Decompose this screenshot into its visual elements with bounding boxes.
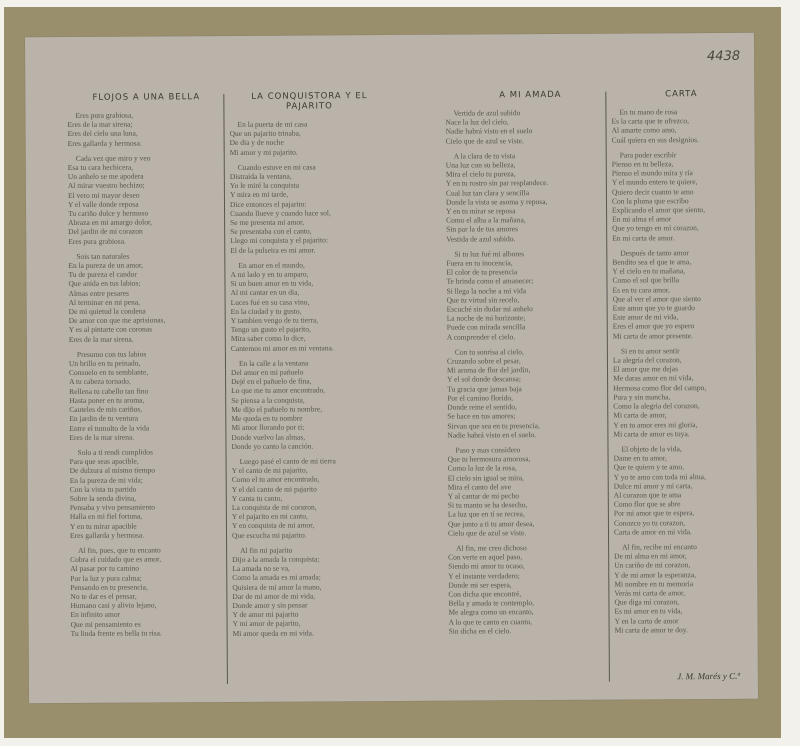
verse-line: Al mirar vuestro hechizo; <box>67 180 145 191</box>
verse-line: Como flor que se abre <box>613 499 681 509</box>
stanza <box>230 260 391 353</box>
verse-line: Dejé en el pañuelo de fina, <box>231 376 312 387</box>
poem-column-1 <box>67 92 229 693</box>
verse-line: Nadie habrá visto en el suelo. <box>447 429 537 440</box>
verse-line: Tu linda frente es bella tu risa. <box>70 628 162 638</box>
stanza <box>68 153 227 246</box>
verse-line: Y el valle donde reposa <box>67 199 139 209</box>
poem-title: CARTA <box>665 89 698 100</box>
verse-line: Verás mi carta de amor, <box>614 588 686 598</box>
verse-line: Y yo te amo con toda mi alma, <box>613 471 706 482</box>
stanza <box>67 110 225 148</box>
verse-line: Y en la carta de amor <box>614 615 679 626</box>
poem-title: A MI AMADA <box>499 89 562 101</box>
verse-line: Fuera en tu inocencia, <box>446 258 513 268</box>
verse-line: Cada vez que miro y veo <box>75 153 151 163</box>
verse-line: Que anida en tus labios; <box>68 278 141 289</box>
verse-line: Y en tu mirar apacible <box>69 521 137 531</box>
verse-line: Mi carta de amor es tuya. <box>613 428 690 439</box>
verse-line: Por la luz y pura calma; <box>70 573 142 583</box>
verse-line: Yo le miré la conquista <box>229 180 300 191</box>
verse-line: Que diga mi corazon, <box>614 597 680 607</box>
verse-line: Lo que me tu amor encontrado, <box>231 385 326 396</box>
verse-line: Esa tu cara hechicera, <box>67 162 134 172</box>
verse-line: A lo que te canto en cuanto, <box>448 616 533 627</box>
verse-line: El de la pulseira es mi amor. <box>230 245 316 255</box>
verse-line: Bella y amada te contemplo, <box>448 598 535 608</box>
verse-line: Con tu sonrisa al cielo, <box>454 347 524 357</box>
verse-line: Cuando llueve y cuando hace sol, <box>230 208 331 218</box>
printer-signature: J. M. Marés y C.ª <box>677 670 740 682</box>
verse-line: Como la amada es mi amada; <box>232 572 321 583</box>
verse-line: Cuál quiera en sus designios. <box>611 134 699 145</box>
verse-line: Humano casi y alivio lejano, <box>70 600 157 611</box>
verse-line: En la pureza de un amor, <box>68 260 144 271</box>
verse-line: Sirvan que sea en tu presencia, <box>447 420 540 431</box>
stanza <box>613 346 754 439</box>
verse-line: Tu cariño dulce y hermoso <box>68 208 149 219</box>
verse-line: Al terminar en mi pena, <box>68 297 141 307</box>
verse-line: Presumo con tus labios <box>76 349 147 359</box>
verse-line: La alegría del corazon, <box>612 355 682 365</box>
verse-line: El cielo sin igual se mira, <box>447 472 524 483</box>
verse-line: Paso y mas considero <box>455 445 521 455</box>
verse-line: Si tu luz fué mi albores <box>454 249 525 259</box>
verse-line: Pura y sin mancha, <box>613 392 671 402</box>
verse-line: Nadie habrá visto en el suelo <box>445 126 533 137</box>
verse-line: Entre el tumulto de la vida <box>69 422 150 433</box>
verse-line: Y el sol donde descansa; <box>447 374 521 385</box>
verse-line: Me dijo el pañuelo tu nombre, <box>231 404 323 414</box>
verse-line: Mi amor llorando por ti; <box>231 422 305 433</box>
verse-line: Con la vista tu partido <box>69 484 137 494</box>
verse-line: La conquista de mi corazon, <box>231 502 317 512</box>
verse-line: Un brillo en tu peinado, <box>68 358 141 369</box>
stanza <box>232 545 393 638</box>
verse-line: Halla en mi fiel fortuna, <box>69 511 143 522</box>
verse-line: Al fin mi pajarito <box>240 545 293 555</box>
verse-line: Que tu virtud sin recelo, <box>446 295 520 305</box>
printed-sheet <box>25 33 758 703</box>
verse-line: Luces fué en su casa vino, <box>230 297 310 307</box>
verse-line: Luego pasé el canto de mi tierra <box>239 456 336 466</box>
verse-line: Mi carta de amor presente. <box>612 330 694 341</box>
verse-line: Te brinda como el amanecer; <box>446 276 534 287</box>
stanza <box>229 119 389 157</box>
verse-line: Eres de la mar sirena. <box>68 334 134 344</box>
verse-line: Rellena tu cabello tan fino <box>69 386 149 396</box>
poem-title: LA CONQUISTORA Y EL PAJARITO <box>251 91 368 112</box>
stanza <box>230 162 391 255</box>
verse-line: Al fin, recibe mi encanto <box>622 542 697 552</box>
verse-line: Si tu manto se ha desecho, <box>447 500 528 510</box>
verse-line: En infinito amor <box>70 610 121 620</box>
verse-line: De mi alma en mi amor, <box>614 551 687 561</box>
stanza <box>232 456 393 540</box>
stanza <box>69 447 228 540</box>
verse-line: Mi carta de amor, <box>613 410 667 420</box>
verse-line: Se me presenta mi amor, <box>230 217 305 228</box>
verse-line: Eres pura grabiosa, <box>75 110 134 120</box>
verse-line: Si en tu amor sentir <box>620 346 680 356</box>
verse-line: Y en tu mirar se reposa <box>446 206 516 216</box>
verse-line: Almas entre pesares <box>68 288 129 298</box>
verse-line: Un cariño de mi corazon, <box>614 560 691 570</box>
verse-line: Mira el cielo tu pureza, <box>445 169 516 179</box>
verse-line: Al fin, pues, que tu encanto <box>78 545 161 555</box>
stanza <box>447 346 618 439</box>
verse-line: Que mi pensamiento es <box>70 619 141 629</box>
verse-line: Pienso el mundo mira y ría <box>611 168 693 178</box>
verse-line: Hasta poner en tu aroma, <box>69 395 145 405</box>
verse-line: Vertida de azul subido <box>453 108 521 118</box>
inventory-number: 4438 <box>706 48 741 65</box>
verse-line: A comprender el cielo. <box>446 331 516 342</box>
stanza <box>445 108 615 146</box>
verse-line: Escuché sin dudar mi anhelo <box>446 304 533 314</box>
verse-line: Donde yo canto la canción. <box>231 441 314 451</box>
verse-line: Hermosa como flor del campo, <box>613 382 707 393</box>
verse-line: Pensaba y vivo pensamiento <box>69 502 156 513</box>
poem-column-3 <box>445 90 619 691</box>
verse-line: Al mi cantar en un dia, <box>230 288 300 298</box>
verse-line: Cruzando sobre el pesar, <box>446 356 521 366</box>
verse-line: Si llega la noche a mi vida <box>446 285 527 296</box>
verse-line: Que yo tengo en mi corazon, <box>612 223 699 234</box>
verse-line: Y el mundo entero te quiere, <box>611 177 698 188</box>
verse-line: Cielo que de azul se viste. <box>447 527 527 538</box>
verse-line: El objeto de la vida, <box>621 444 682 454</box>
stanza <box>447 445 618 538</box>
verse-line: No te dar es el pensar, <box>70 591 137 601</box>
verse-line: Puede con mirada sencilla <box>446 322 526 333</box>
verse-line: Dame en tu amor, <box>613 453 668 463</box>
verse-line: Me queda en tu nombre <box>231 413 303 424</box>
verse-line: Me alegra como un encanto, <box>448 607 534 618</box>
stanza <box>69 349 228 442</box>
verse-line: Una luz con su belleza, <box>445 160 516 170</box>
verse-line: Y en conquista de mi amor, <box>231 520 315 531</box>
verse-line: Siendo mi amor tu ocaso, <box>448 561 525 572</box>
verse-line: Al fin, me creo dichoso <box>456 543 527 553</box>
verse-line: Y el del canto de mi pajarito <box>231 483 317 494</box>
verse-line: Como la luz de la rosa, <box>447 463 517 473</box>
verse-line: Donde reine el sentido, <box>447 402 517 412</box>
verse-line: Como el tu amor encontrado, <box>231 474 320 485</box>
verse-line: Eres de la mar sirena; <box>67 119 133 130</box>
verse-line: Donde vuelvo las almas, <box>231 432 306 442</box>
verse-line: Si un buen amor en tu vida, <box>230 278 314 289</box>
stanza <box>68 251 227 344</box>
verse-line: Y en tu amor eres mi gloria, <box>613 419 698 430</box>
verse-line: Cielo que de azul se viste. <box>445 135 524 146</box>
verse-line: Cobra el cuidado que es amor, <box>70 554 162 565</box>
stanza <box>446 150 617 243</box>
poem-title: FLOJOS A UNA BELLA <box>92 92 201 103</box>
verse-line: Y el instante verdadero; <box>448 570 520 581</box>
verse-line: Eres el amor que yo espero <box>612 321 695 332</box>
verse-line: En la ciudad y tu gusto, <box>230 306 302 316</box>
verse-line: Cauteles de mis cariños, <box>69 404 143 415</box>
stanza <box>611 107 751 145</box>
verse-line: Cual luz tan clara y sencilla <box>445 187 530 198</box>
verse-line: Al pasar por tu camino <box>70 563 139 574</box>
verse-line: Que escucha mi pajarito. <box>231 530 307 540</box>
verse-line: Que un pajarito trinaba, <box>229 128 301 139</box>
poem-column-2 <box>229 91 393 692</box>
verse-line: Por mi amor que te espera, <box>613 508 695 518</box>
verse-line: En amor en el mundo, <box>238 260 305 270</box>
verse-line: Mi amor y mi pajarito. <box>229 147 298 157</box>
stanza <box>446 248 617 341</box>
verse-line: Quiero decir cuanto te amo <box>611 186 694 197</box>
verse-line: Carta de amor en mi vida. <box>613 526 692 537</box>
verse-line: Se presentaba con el canto, <box>230 226 312 237</box>
verse-line: Después de tanto amor <box>620 248 689 258</box>
verse-line: Con verte en aquel paso, <box>448 552 523 562</box>
verse-line: El amor que me dejas <box>612 364 679 374</box>
verse-line: Mira saber como lo dice, <box>230 333 306 344</box>
verse-line: Llego mi conquista y el pajarito: <box>230 235 328 246</box>
verse-line: Y el canto de mi pajarito, <box>231 465 308 476</box>
verse-line: Es mi amor en tu vida, <box>614 606 683 617</box>
verse-line: Vestida de azul subido. <box>446 233 516 244</box>
verse-line: Eres de la mar sirena. <box>69 432 135 442</box>
verse-line: Y en tu rostro sin par resplandece. <box>445 178 549 189</box>
verse-line: Que junto a ti tu amor desea, <box>447 518 535 529</box>
verse-line: Mi aroma de flor del jardin, <box>446 365 531 375</box>
verse-line: Donde amor y sin pensar <box>232 600 308 610</box>
verse-line: La amada no se va, <box>232 563 290 574</box>
verse-line: Se piensa a la conquista, <box>231 395 305 405</box>
verse-line: Cuando estuve en mi casa <box>237 162 316 172</box>
verse-line: Quisiera de mi amor la mano, <box>232 581 322 592</box>
verse-line: Conozco yo tu corazon, <box>613 517 686 528</box>
verse-line: Como el alba a la mañana, <box>446 215 526 225</box>
verse-line: Que tu hermosura amorosa, <box>447 454 531 464</box>
verse-line: Al corazon que te ama <box>613 490 682 500</box>
verse-line: Al amarte como amo, <box>611 125 677 136</box>
verse-line: Tu de pureza el candor <box>68 269 137 280</box>
stanza <box>614 542 755 635</box>
verse-line: Y canta tu canto, <box>231 493 283 503</box>
verse-line: En tu mano de rosa <box>619 107 678 117</box>
verse-line: Para que seas apacible, <box>69 456 139 467</box>
stanza <box>231 358 392 451</box>
verse-line: Distraida la ventana, <box>229 171 292 181</box>
verse-line: Este amor que yo te guardo <box>612 303 695 313</box>
stanza <box>448 543 619 636</box>
verse-line: De amor con que me aprisionas, <box>68 315 166 326</box>
stanza <box>612 248 753 341</box>
verse-line: En mi carta de amor. <box>612 232 675 243</box>
verse-line: Del amor en mi pañuelo <box>230 367 304 378</box>
verse-line: Dulce mi amor y mi carta, <box>613 480 693 491</box>
verse-line: En la pureza de mi vida; <box>69 475 143 485</box>
verse-line: Sin par la de tus amores <box>446 224 519 235</box>
verse-line: Mi amor queda en mi vida. <box>232 628 314 638</box>
verse-line: Y el cielo en tu mañana, <box>612 266 686 276</box>
verse-line: La luz que en ti se recrea, <box>447 509 525 519</box>
verse-line: Para poder escribir <box>619 150 677 160</box>
verse-line: Sobre la senda divina, <box>69 493 137 503</box>
verse-line: A tu cabeza tornado, <box>69 377 131 387</box>
verse-line: En mi alma el amor <box>612 214 672 224</box>
verse-line: Este amor de mi vida, <box>612 312 679 322</box>
verse-line: A la clara de tu vista <box>453 151 516 161</box>
verse-line: Y es al pintarte con coronas <box>68 324 153 335</box>
verse-line: De mi quietud la condena <box>68 306 146 317</box>
poem-column-4 <box>611 89 755 690</box>
verse-line: Mira el canto del ave <box>447 481 512 492</box>
verse-line: Eres gallarda y hermosa. <box>67 138 142 148</box>
verse-line: Con dicha que encontré, <box>448 589 522 599</box>
verse-line: Es la carta que te ofrezco, <box>611 116 689 126</box>
verse-line: Y de mi amor la esperanza, <box>614 569 697 580</box>
verse-line: Mi nombre en tu memoria <box>614 578 694 589</box>
verse-line: Como la alegria del corazon, <box>613 401 700 411</box>
verse-line: Por el camino florido, <box>447 393 514 403</box>
verse-line: Y mira en mi tarde, <box>229 190 289 200</box>
verse-line: Sois tan naturales <box>76 251 130 261</box>
verse-line: A mi lado y en tu amparo, <box>230 269 309 280</box>
verse-line: Que al ver el amor que siento <box>612 293 701 304</box>
verse-line: Donde mi ser espera, <box>448 580 512 590</box>
stanza <box>613 444 754 537</box>
verse-line: Solo a ti rendi cumplidos <box>77 447 153 457</box>
verse-line: En la puerta de mi casa <box>237 119 308 129</box>
verse-line: En jardin de tu ventura <box>69 413 139 424</box>
verse-line: Se hace en tus amores; <box>447 411 516 421</box>
verse-line: Bendito sea el que te ama, <box>612 257 692 267</box>
verse-line: Y mi amor de pajarito, <box>232 618 301 629</box>
verse-line: Eres pura grabiosa. <box>68 236 126 246</box>
verse-line: Me daras amor en mi vida, <box>613 373 694 384</box>
verse-line: Eres gallarda y hermosa. <box>69 530 145 540</box>
verse-line: Eres del cielo una luna, <box>67 128 138 139</box>
verse-line: Dijo a la amada la conquista; <box>232 554 320 564</box>
verse-line: Del jardin de mi corazon <box>68 226 143 237</box>
verse-line: De dulzura al mismo tiempo <box>69 465 156 476</box>
verse-line: Y de amor mi pajarito <box>232 609 299 620</box>
verse-line: Nace la luz del cielo, <box>445 117 509 127</box>
verse-line: Cantemos mi amor en mi ventana. <box>230 343 334 353</box>
verse-line: Explicando el amor que siento, <box>612 205 706 215</box>
verse-line: En la calle a la ventana <box>238 358 309 368</box>
verse-line: El vero mi mayor deseo <box>67 190 140 200</box>
verse-line: Con la pluma que escribo <box>611 196 689 206</box>
verse-line: Pienso en tu belleza, <box>611 159 674 169</box>
verse-line: Abraza en mi amargo dolor, <box>68 217 153 228</box>
stanza <box>612 150 753 243</box>
verse-line: Un anhelo se me apodera <box>67 171 144 182</box>
verse-line: Dice entonces el pajarito: <box>229 199 307 209</box>
verse-line: El color de tu presencia <box>446 267 518 277</box>
verse-line: De dia y de noche <box>229 138 284 148</box>
verse-line: Donde la vista se asoma y reposa, <box>445 196 548 207</box>
verse-line: Dar de mi amor de mi vida, <box>232 591 316 601</box>
verse-line: La noche de mi horizonte; <box>446 313 526 323</box>
verse-line: Mi carta de amor te doy. <box>614 624 688 635</box>
verse-line: Tu gracia que jamas baja <box>447 383 522 394</box>
verse-line: Y tambien vengo de tu tierra, <box>230 315 319 326</box>
verse-line: Como el sol que brilla <box>612 275 680 286</box>
verse-line: Tengo un gusto el pajarito, <box>230 324 311 335</box>
verse-line: Es en tu cara amor, <box>612 284 670 295</box>
stanza <box>70 545 229 638</box>
verse-line: Y al cantar de mi pecho <box>447 491 519 501</box>
verse-line: Que te quiero y te amo, <box>613 462 685 472</box>
verse-line: Pensando en tu presencia, <box>70 582 148 592</box>
verse-line: Sin dicha en el cielo. <box>448 626 512 636</box>
verse-line: Consuelo en tu semblante, <box>68 367 149 378</box>
verse-line: Y el pajarito en mi canto, <box>231 511 308 522</box>
